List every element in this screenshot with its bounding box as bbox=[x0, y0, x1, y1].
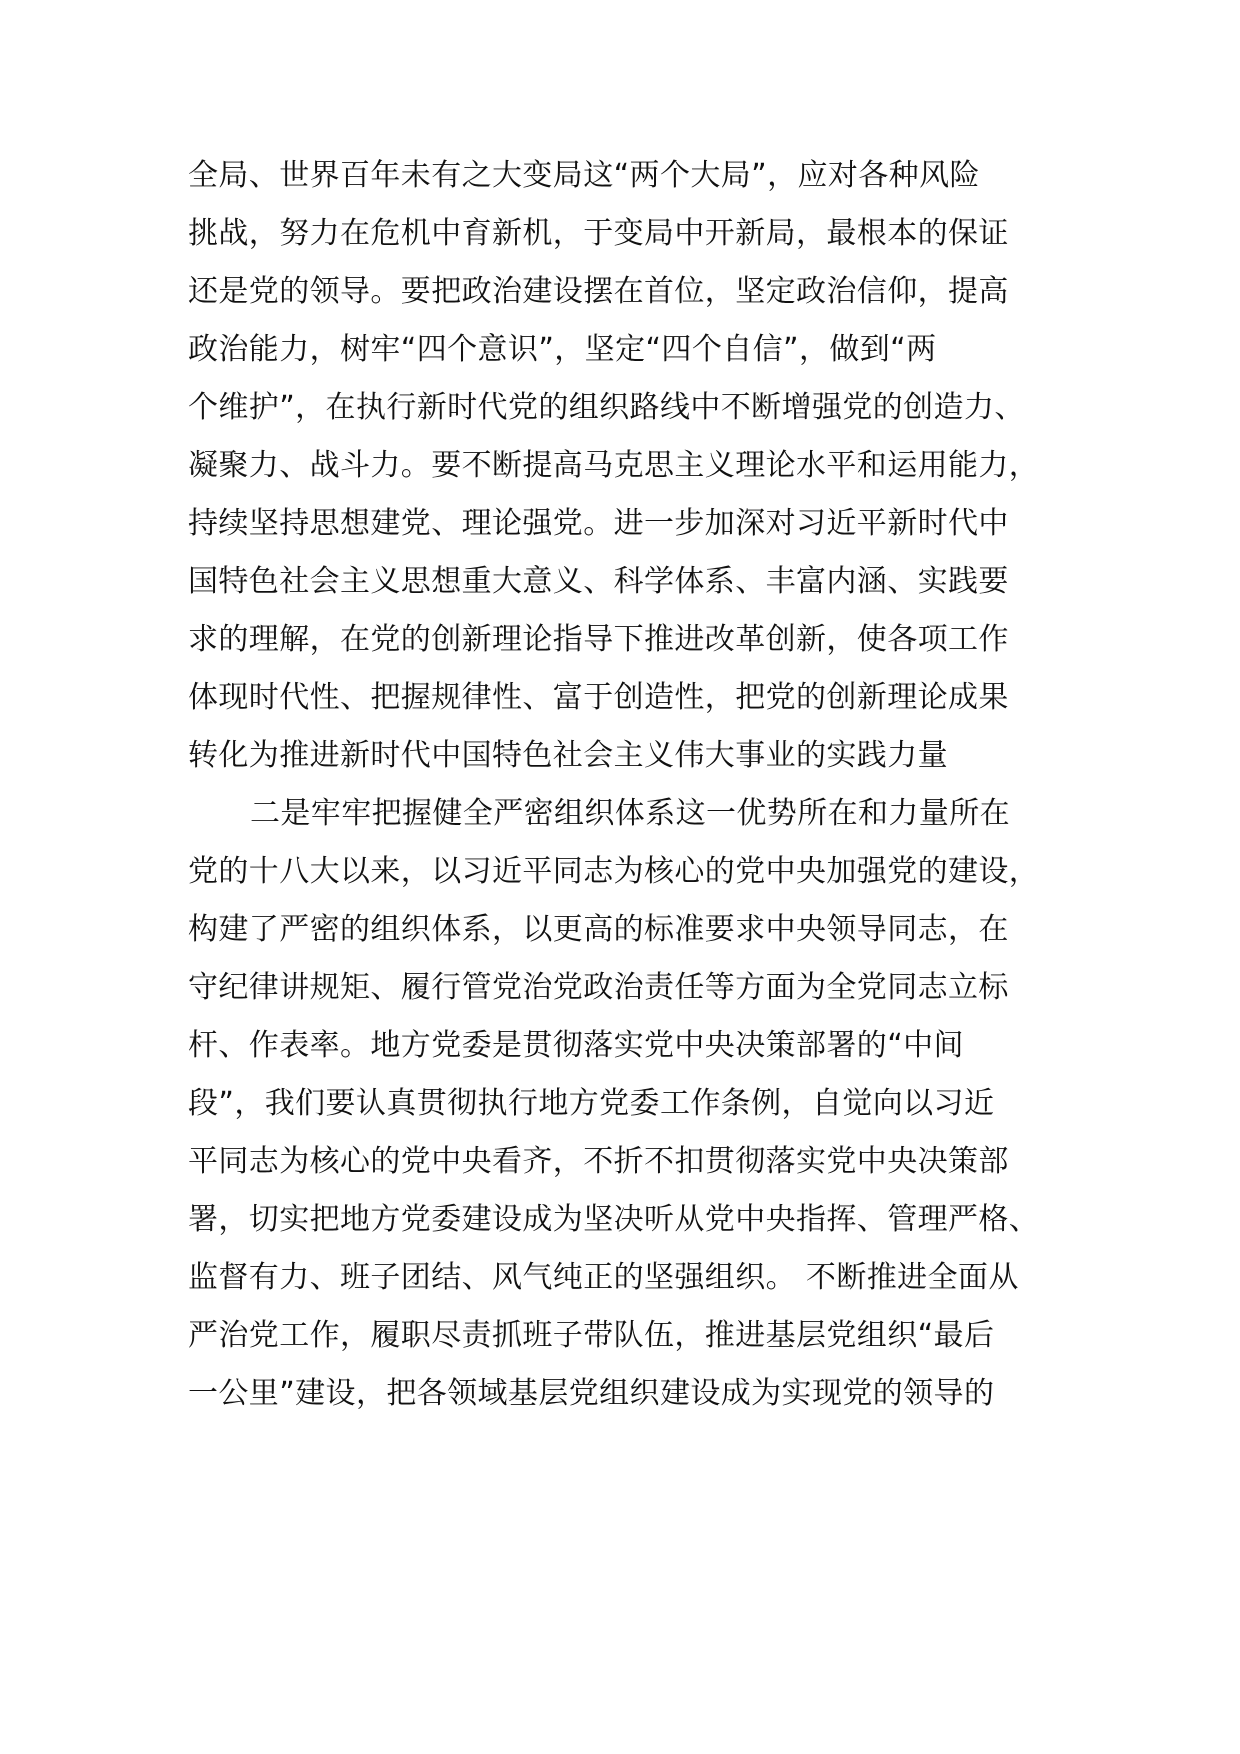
text-line-8: 国特色社会主义思想重大意义、科学体系、丰富内涵、实践要 bbox=[188, 564, 1009, 599]
text-line-11: 转化为推进新时代中国特色社会主义伟大事业的实践力量 bbox=[188, 738, 948, 773]
text-line-18: 平同志为核心的党中央看齐，不折不扣贯彻落实党中央决策部 bbox=[188, 1144, 1009, 1179]
text-line-17: 段”，我们要认真贯彻执行地方党委工作条例，自觉向以习近 bbox=[188, 1086, 995, 1121]
text-line-1: 全局、世界百年未有之大变局这“两个大局”，应对各种风险 bbox=[188, 158, 980, 193]
text-line-10: 体现时代性、把握规律性、富于创造性，把党的创新理论成果 bbox=[188, 680, 1009, 715]
text-line-6: 凝聚力、战斗力。要不断提高马克思主义理论水平和运用能力， bbox=[188, 448, 1040, 483]
text-line-21: 严治党工作，履职尽责抓班子带队伍，推进基层党组织“最后 bbox=[188, 1318, 995, 1353]
text-line-9: 求的理解，在党的创新理论指导下推进改革创新，使各项工作 bbox=[188, 622, 1009, 657]
text-line-12: 二是牢牢把握健全严密组织体系这一优势所在和力量所在 bbox=[250, 796, 1010, 831]
text-line-16: 杆、作表率。地方党委是贯彻落实党中央决策部署的“中间 bbox=[188, 1028, 964, 1063]
text-line-13: 党的十八大以来，以习近平同志为核心的党中央加强党的建设， bbox=[188, 854, 1040, 889]
text-line-2: 挑战，努力在危机中育新机，于变局中开新局，最根本的保证 bbox=[188, 216, 1009, 251]
text-line-15: 守纪律讲规矩、履行管党治党政治责任等方面为全党同志立标 bbox=[188, 970, 1009, 1005]
text-line-3: 还是党的领导。要把政治建设摆在首位，坚定政治信仰，提高 bbox=[188, 274, 1009, 309]
text-line-14: 构建了严密的组织体系，以更高的标准要求中央领导同志，在 bbox=[188, 912, 1009, 947]
text-line-7: 持续坚持思想建党、理论强党。进一步加深对习近平新时代中 bbox=[188, 506, 1009, 541]
text-line-22: 一公里”建设，把各领域基层党组织建设成为实现党的领导的 bbox=[188, 1376, 995, 1411]
text-line-19: 署，切实把地方党委建设成为坚决听从党中央指挥、管理严格、 bbox=[188, 1202, 1040, 1237]
text-line-4: 政治能力，树牢“四个意识”，坚定“四个自信”，做到“两 bbox=[188, 332, 937, 367]
text-line-20: 监督有力、班子团结、风气纯正的坚强组织。 不断推进全面从 bbox=[188, 1260, 1019, 1295]
text-line-5: 个维护”，在执行新时代党的组织路线中不断增强党的创造力、 bbox=[188, 390, 1025, 425]
